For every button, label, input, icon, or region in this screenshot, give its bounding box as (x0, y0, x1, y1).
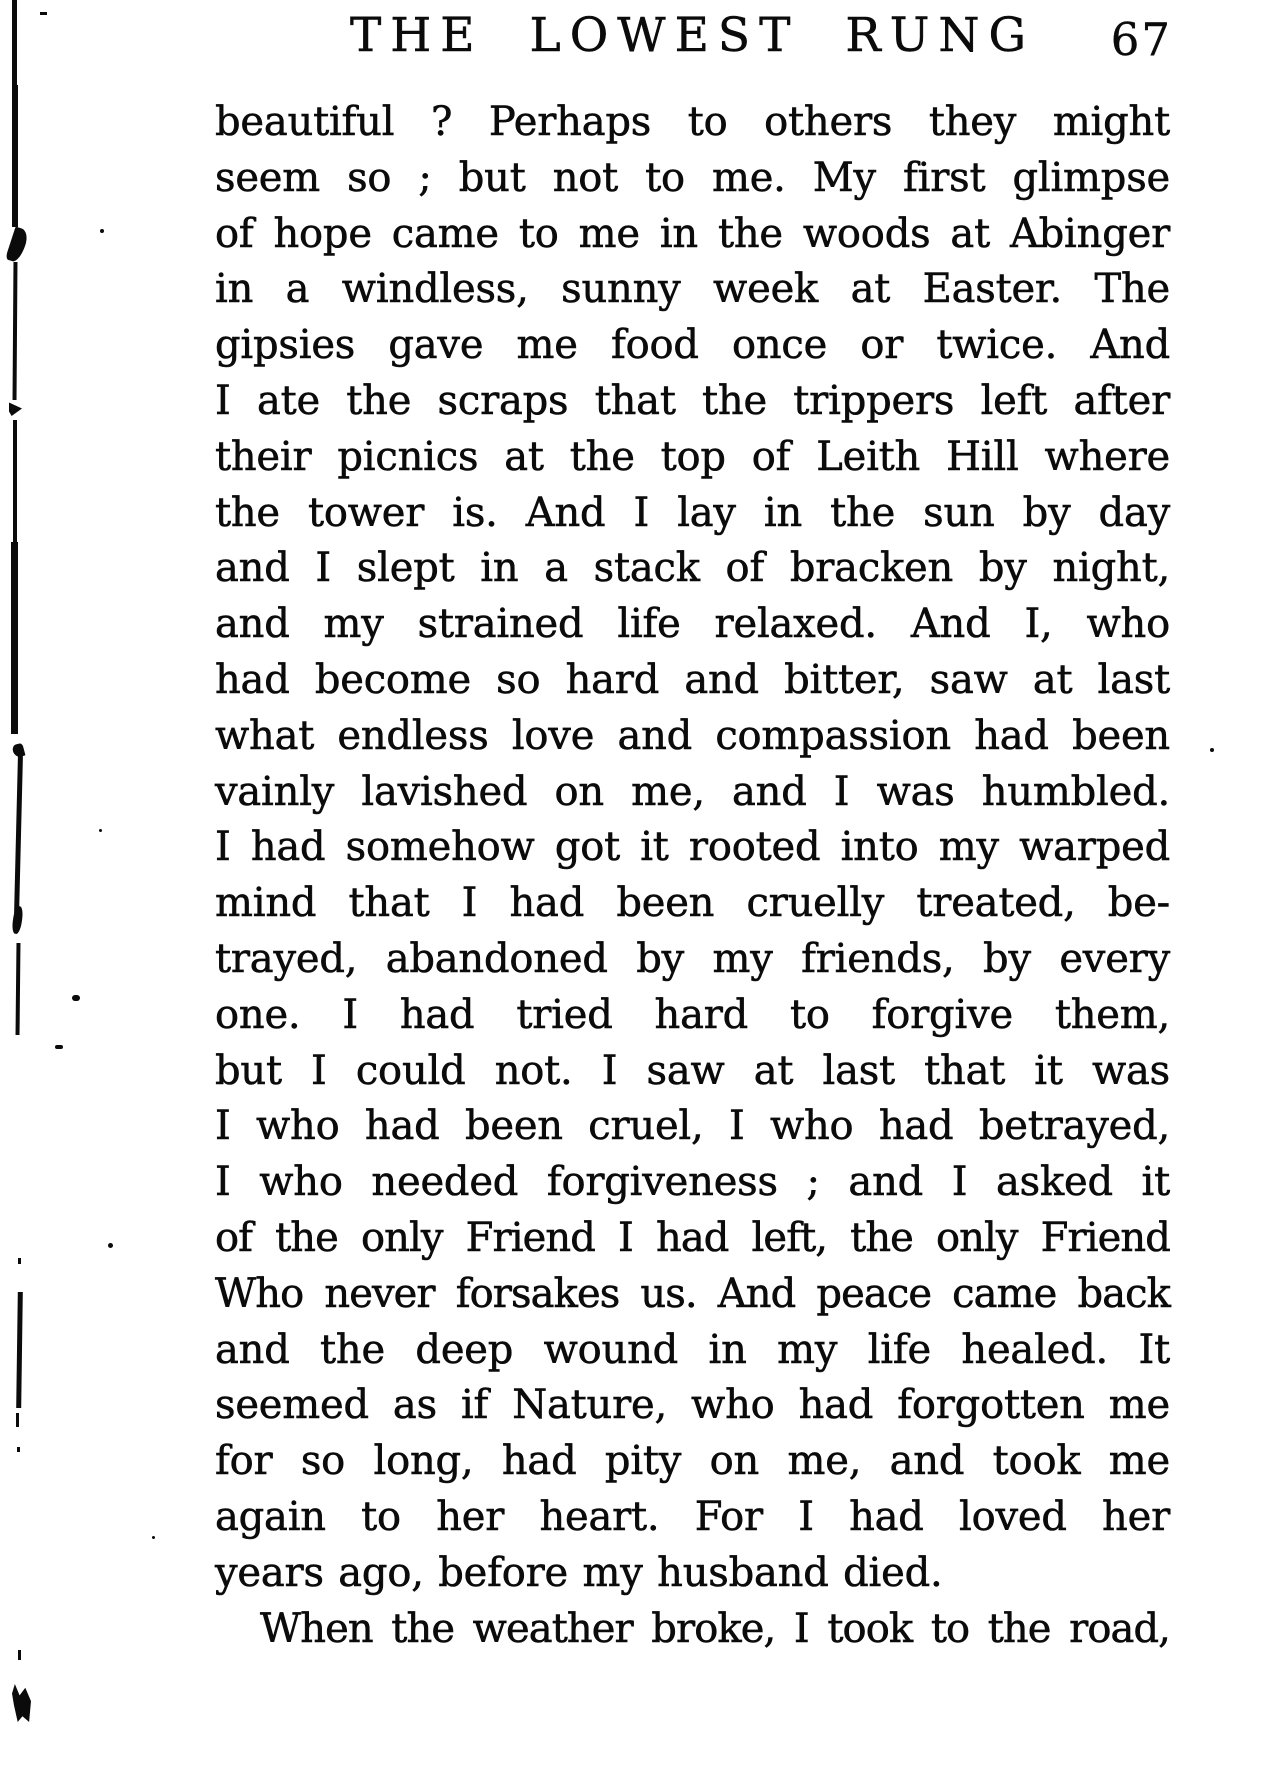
ink-speck (40, 12, 47, 15)
bottom-ink-blob (12, 1684, 31, 1722)
text-line: seemed as if Nature, who had forgotten me (215, 1382, 1170, 1429)
ink-speck (152, 1536, 155, 1539)
body-text (215, 95, 1170, 1657)
binding-mark (12, 0, 17, 90)
text-line: trayed, abandoned by my friends, by every (215, 935, 1170, 982)
text-line-paragraph-start: When the weather broke, I took to the road, (260, 1605, 1170, 1652)
ink-speck (99, 829, 102, 832)
ink-speck (17, 1447, 20, 1452)
text-line-paragraph-end: years ago, before my husband died. (215, 1549, 943, 1596)
text-line: I had somehow got it rooted into my warped (215, 824, 1170, 871)
binding-hook-mark (5, 227, 30, 264)
text-line: again to her heart. For I had loved her (215, 1493, 1170, 1540)
text-line: seem so ; but not to me. My first glimpse (215, 154, 1170, 201)
text-line: Who never forsakes us. And peace came back (215, 1270, 1170, 1317)
ink-speck (72, 995, 80, 1001)
running-header (215, 6, 1170, 70)
text-line: mind that I had been cruelly treated, be- (215, 880, 1170, 927)
text-line: I who needed forgiveness ; and I asked it (215, 1159, 1170, 1206)
binding-mark (11, 542, 18, 734)
ink-speck (1210, 748, 1214, 752)
text-line: gipsies gave me food once or twice. And (215, 322, 1170, 369)
text-line: and I slept in a stack of bracken by night, (215, 545, 1170, 592)
binding-blot (11, 906, 24, 935)
ink-speck (108, 1243, 113, 1248)
binding-blot (9, 401, 22, 416)
page-number: 67 (1110, 13, 1172, 66)
text-line: vainly lavished on me, and I was humbled. (215, 768, 1170, 815)
ink-speck (18, 1258, 21, 1264)
binding-mark (13, 262, 18, 400)
running-title: THE LOWEST RUNG (349, 8, 1036, 63)
text-line: and the deep wound in my life healed. It (215, 1326, 1170, 1373)
ink-speck (55, 1045, 63, 1049)
text-line: I ate the scraps that the trippers left after (215, 377, 1170, 424)
text-line: but I could not. I saw at last that it was (215, 1047, 1170, 1094)
text-line: the tower is. And I lay in the sun by day (215, 489, 1170, 536)
text-line: beautiful ? Perhaps to others they might (215, 99, 1170, 145)
text-line: I who had been cruel, I who had betrayed, (215, 1103, 1170, 1150)
text-line: their picnics at the top of Leith Hill where (215, 433, 1170, 480)
text-line: and my strained life relaxed. And I, who (215, 601, 1170, 648)
binding-mark (16, 943, 21, 1035)
text-line: what endless love and compassion had been (215, 712, 1170, 759)
binding-mark (16, 1292, 23, 1408)
binding-mark (14, 755, 23, 915)
text-line: in a windless, sunny week at Easter. The (215, 266, 1170, 313)
ink-speck (100, 229, 104, 233)
text-line: of the only Friend I had left, the only Friend (215, 1214, 1170, 1261)
text-line: for so long, had pity on me, and took me (215, 1438, 1170, 1485)
text-line: one. I had tried hard to forgive them, (215, 991, 1170, 1038)
ink-speck (18, 1650, 21, 1660)
text-line: had become so hard and bitter, saw at last (215, 656, 1170, 703)
ink-speck (16, 1413, 19, 1427)
binding-mark (13, 420, 17, 542)
text-line: of hope came to me in the woods at Abinger (215, 210, 1170, 257)
binding-mark (12, 85, 18, 227)
